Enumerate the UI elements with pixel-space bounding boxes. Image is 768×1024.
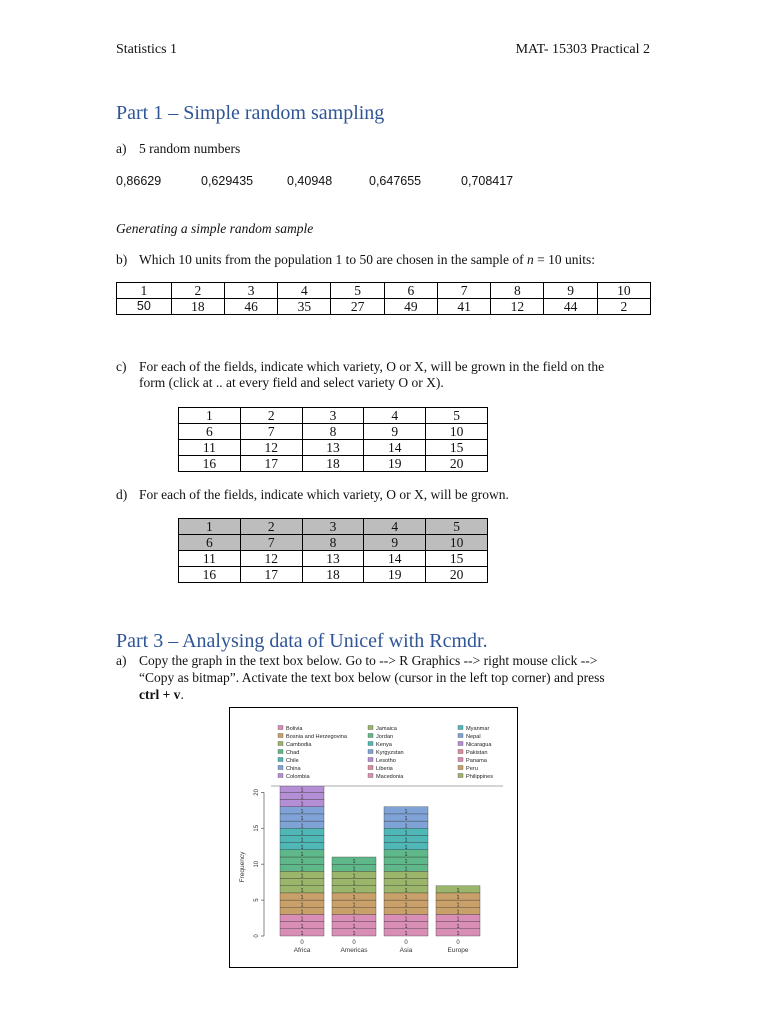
- field-cell[interactable]: 11: [179, 551, 241, 567]
- bar-bottom-label: 0: [456, 940, 460, 946]
- segment-count-label: 1: [404, 873, 408, 880]
- legend-label: Jamaica: [376, 726, 397, 732]
- field-cell[interactable]: 18: [302, 456, 364, 472]
- segment-count-label: 1: [352, 902, 356, 909]
- segment-count-label: 1: [300, 808, 304, 815]
- segment-count-label: 1: [300, 801, 304, 808]
- field-cell[interactable]: 1: [179, 408, 241, 424]
- header-left: Statistics 1: [116, 42, 178, 57]
- field-cell[interactable]: 5: [426, 519, 488, 535]
- fields-table-c: [178, 407, 488, 472]
- item-b-text-1: Which 10 units from the population 1 to 50 are chosen in the sample of: [139, 252, 528, 267]
- item-a-text: 5 random numbers: [139, 141, 241, 156]
- table-row: [179, 519, 488, 535]
- field-cell[interactable]: 12: [240, 440, 302, 456]
- table-cell: 8: [491, 283, 544, 299]
- part3-item-a-line3: [139, 687, 184, 703]
- sample-table: [116, 282, 651, 315]
- field-cell[interactable]: 1: [179, 519, 241, 535]
- table-cell: 3: [224, 283, 277, 299]
- segment-count-label: 1: [352, 880, 356, 887]
- random-number-3: 0,40948: [287, 174, 333, 188]
- segment-count-label: 1: [300, 787, 304, 794]
- segment-count-label: 1: [300, 823, 304, 830]
- legend-swatch: [458, 726, 463, 730]
- y-tick-label: 0: [254, 934, 260, 938]
- field-cell[interactable]: 7: [240, 424, 302, 440]
- segment-count-label: 1: [404, 887, 408, 894]
- legend-swatch: [368, 774, 373, 778]
- segment-count-label: 1: [404, 859, 408, 866]
- part3-item-a-line3-end: .: [180, 687, 184, 702]
- ctrl-v-shortcut: ctrl + v: [139, 687, 181, 702]
- segment-count-label: 1: [300, 816, 304, 823]
- bar-bottom-label: 0: [300, 940, 304, 946]
- segment-count-label: 1: [404, 866, 408, 873]
- table-cell[interactable]: 46: [224, 299, 277, 315]
- field-cell[interactable]: 14: [364, 551, 426, 567]
- segment-count-label: 1: [300, 909, 304, 916]
- field-cell[interactable]: 2: [240, 408, 302, 424]
- legend-label: Chile: [286, 758, 299, 764]
- table-cell[interactable]: 35: [278, 299, 331, 315]
- field-cell[interactable]: 19: [364, 456, 426, 472]
- segment-count-label: 1: [300, 794, 304, 801]
- segment-count-label: 1: [300, 837, 304, 844]
- item-c: [116, 359, 605, 375]
- legend-label: Pakistan: [466, 750, 488, 756]
- y-tick-label: 20: [254, 789, 260, 796]
- legend-swatch: [278, 774, 283, 778]
- table-cell[interactable]: 50: [117, 299, 172, 315]
- table-cell[interactable]: 18: [171, 299, 224, 315]
- table-cell[interactable]: 12: [491, 299, 544, 315]
- part3-title: Part 3 – Analysing data of Unicef with Rcmdr.: [116, 630, 488, 652]
- legend-swatch: [458, 750, 463, 754]
- legend-swatch: [278, 726, 283, 730]
- legend-label: Peru: [466, 766, 478, 772]
- legend-swatch: [368, 750, 373, 754]
- table-cell: 6: [384, 283, 437, 299]
- y-tick-label: 5: [254, 898, 260, 902]
- legend-swatch: [368, 742, 373, 746]
- table-cell: 4: [278, 283, 331, 299]
- segment-count-label: 1: [456, 887, 460, 894]
- segment-count-label: 1: [300, 887, 304, 894]
- table-cell: 1: [117, 283, 172, 299]
- item-c-label: c): [116, 359, 127, 374]
- segment-count-label: 1: [456, 916, 460, 923]
- item-d: [116, 487, 509, 503]
- segment-count-label: 1: [456, 923, 460, 930]
- segment-count-label: 1: [456, 909, 460, 916]
- field-cell[interactable]: 15: [426, 440, 488, 456]
- bar-bottom-label: 0: [352, 940, 356, 946]
- segment-count-label: 1: [404, 902, 408, 909]
- y-axis-title: Frequency: [239, 851, 246, 883]
- stacked-bar-chart: [230, 708, 517, 967]
- segment-count-label: 1: [352, 873, 356, 880]
- item-b-label: b): [116, 252, 128, 267]
- segment-count-label: 1: [300, 873, 304, 880]
- legend-label: Bosnia and Herzegovina: [286, 734, 347, 740]
- segment-count-label: 1: [404, 916, 408, 923]
- legend-label: Jordan: [376, 734, 394, 740]
- table-row: [179, 535, 488, 551]
- item-a: [116, 141, 241, 157]
- legend-label: Kenya: [376, 742, 392, 748]
- segment-count-label: 1: [300, 880, 304, 887]
- legend-label: Panama: [466, 758, 487, 764]
- segment-count-label: 1: [404, 895, 408, 902]
- legend-label: Chad: [286, 750, 300, 756]
- legend-swatch: [278, 766, 283, 770]
- segment-count-label: 1: [404, 823, 408, 830]
- segment-count-label: 1: [404, 816, 408, 823]
- segment-count-label: 1: [456, 931, 460, 937]
- field-cell[interactable]: 2: [240, 519, 302, 535]
- segment-count-label: 1: [300, 852, 304, 858]
- segment-count-label: 1: [300, 931, 304, 937]
- legend-label: Myanmar: [466, 726, 490, 732]
- fields-table-d: [178, 518, 488, 583]
- field-cell[interactable]: 9: [364, 535, 426, 551]
- field-cell[interactable]: 3: [302, 408, 364, 424]
- field-cell[interactable]: 5: [426, 408, 488, 424]
- field-cell[interactable]: 11: [179, 440, 241, 456]
- segment-count-label: 1: [352, 866, 356, 873]
- legend-label: Lesotho: [376, 758, 396, 764]
- field-cell[interactable]: 3: [302, 519, 364, 535]
- segment-count-label: 1: [300, 895, 304, 902]
- segment-count-label: 1: [352, 916, 356, 923]
- category-label: Africa: [293, 947, 311, 954]
- table-cell: 7: [437, 283, 490, 299]
- random-number-2: 0,629435: [201, 174, 254, 188]
- field-cell[interactable]: 4: [364, 519, 426, 535]
- segment-count-label: 1: [352, 895, 356, 902]
- legend-label: Bolivia: [286, 726, 303, 732]
- legend-label: Cambodia: [286, 742, 312, 748]
- table-row: [179, 440, 488, 456]
- item-c-line1: For each of the fields, indicate which variety, O or X, will be grown in the field on the: [139, 359, 605, 374]
- segment-count-label: 1: [352, 859, 356, 866]
- field-cell[interactable]: 13: [302, 440, 364, 456]
- sample-table-units-row: [117, 299, 651, 315]
- field-cell[interactable]: 17: [240, 456, 302, 472]
- segment-count-label: 1: [352, 931, 356, 937]
- segment-count-label: 1: [404, 844, 408, 851]
- table-row: [179, 456, 488, 472]
- segment-count-label: 1: [404, 808, 408, 815]
- table-cell[interactable]: 2: [597, 299, 650, 315]
- field-cell[interactable]: 12: [240, 551, 302, 567]
- segment-count-label: 1: [300, 830, 304, 837]
- field-cell[interactable]: 16: [179, 567, 241, 583]
- legend-swatch: [278, 750, 283, 754]
- legend-label: Liberia: [376, 766, 393, 772]
- segment-count-label: 1: [404, 830, 408, 837]
- item-b-var: n: [527, 252, 534, 267]
- table-row: [179, 424, 488, 440]
- legend-label: Kyrgyzstan: [376, 750, 404, 756]
- item-d-label: d): [116, 487, 128, 502]
- legend-label: Nicaragua: [466, 742, 492, 748]
- table-row: [179, 551, 488, 567]
- legend-swatch: [278, 742, 283, 746]
- part3-item-a-label: a): [116, 653, 127, 668]
- legend-swatch: [368, 726, 373, 730]
- item-b-text: [139, 252, 595, 268]
- item-d-text: For each of the fields, indicate which variety, O or X, will be grown.: [139, 487, 509, 502]
- category-label: Asia: [399, 947, 413, 954]
- item-c-line2: form (click at .. at every field and select variety O or X).: [139, 375, 444, 390]
- part3-item-a: [116, 653, 598, 669]
- random-number-4: 0,647655: [369, 174, 422, 188]
- category-label: Europe: [447, 947, 469, 954]
- field-cell[interactable]: 6: [179, 424, 241, 440]
- part1-title: Part 1 – Simple random sampling: [116, 102, 385, 124]
- table-cell: 5: [331, 283, 384, 299]
- segment-count-label: 1: [300, 859, 304, 866]
- legend-label: Macedonia: [376, 774, 404, 780]
- legend-label: China: [286, 766, 301, 772]
- legend-swatch: [458, 766, 463, 770]
- legend-swatch: [278, 734, 283, 738]
- item-b-text-2: = 10 units:: [533, 252, 596, 267]
- legend-swatch: [458, 758, 463, 762]
- field-cell[interactable]: 14: [364, 440, 426, 456]
- y-tick-label: 10: [254, 860, 260, 868]
- legend-swatch: [368, 734, 373, 738]
- bar-bottom-label: 0: [404, 940, 408, 946]
- segment-count-label: 1: [352, 909, 356, 916]
- table-cell: 10: [597, 283, 650, 299]
- segment-count-label: 1: [300, 866, 304, 873]
- chart-text-box[interactable]: [229, 707, 518, 968]
- table-row: [179, 408, 488, 424]
- field-cell[interactable]: 4: [364, 408, 426, 424]
- table-cell[interactable]: 49: [384, 299, 437, 315]
- table-cell[interactable]: 44: [544, 299, 597, 315]
- legend-swatch: [368, 758, 373, 762]
- segment-count-label: 1: [404, 880, 408, 887]
- segment-count-label: 1: [300, 916, 304, 923]
- field-cell[interactable]: 17: [240, 567, 302, 583]
- field-cell[interactable]: 6: [179, 535, 241, 551]
- legend-label: Colombia: [286, 774, 310, 780]
- random-number-1: 0,86629: [116, 174, 162, 188]
- item-b: [116, 252, 596, 268]
- legend-swatch: [278, 758, 283, 762]
- segment-count-label: 1: [404, 837, 408, 844]
- field-cell[interactable]: 9: [364, 424, 426, 440]
- field-cell[interactable]: 20: [426, 456, 488, 472]
- y-tick-label: 15: [254, 824, 260, 832]
- field-cell[interactable]: 20: [426, 567, 488, 583]
- segment-count-label: 1: [300, 923, 304, 930]
- segment-count-label: 1: [456, 902, 460, 909]
- segment-count-label: 1: [456, 895, 460, 902]
- sample-table-index-row: [117, 283, 651, 299]
- field-cell[interactable]: 13: [302, 551, 364, 567]
- segment-count-label: 1: [404, 852, 408, 858]
- field-cell[interactable]: 18: [302, 567, 364, 583]
- legend-swatch: [368, 766, 373, 770]
- segment-count-label: 1: [404, 931, 408, 937]
- random-number-5: 0,708417: [461, 174, 514, 188]
- segment-count-label: 1: [404, 923, 408, 930]
- segment-count-label: 1: [404, 909, 408, 916]
- table-cell[interactable]: 41: [437, 299, 490, 315]
- legend-swatch: [458, 734, 463, 738]
- table-cell[interactable]: 27: [331, 299, 384, 315]
- field-cell[interactable]: 16: [179, 456, 241, 472]
- field-cell[interactable]: 15: [426, 551, 488, 567]
- table-cell: 9: [544, 283, 597, 299]
- legend-swatch: [458, 742, 463, 746]
- segment-count-label: 1: [300, 902, 304, 909]
- field-cell[interactable]: 10: [426, 535, 488, 551]
- item-a-label: a): [116, 141, 127, 156]
- legend-label: Philippines: [466, 774, 494, 780]
- field-cell[interactable]: 19: [364, 567, 426, 583]
- segment-count-label: 1: [352, 887, 356, 894]
- legend-swatch: [458, 774, 463, 778]
- generating-heading: Generating a simple random sample: [116, 221, 314, 236]
- field-cell[interactable]: 8: [302, 424, 364, 440]
- table-row: [179, 567, 488, 583]
- segment-count-label: 1: [352, 923, 356, 930]
- table-cell: 2: [171, 283, 224, 299]
- part3-item-a-line1: Copy the graph in the text box below. Go to --> R Graphics --> right mouse click -->: [139, 653, 598, 668]
- field-cell[interactable]: 10: [426, 424, 488, 440]
- segment-count-label: 1: [300, 844, 304, 851]
- legend-label: Nepal: [466, 734, 481, 740]
- part3-item-a-line2: “Copy as bitmap”. Activate the text box below (cursor in the left top corner) and press: [139, 670, 605, 685]
- header-right: MAT- 15303 Practical 2: [515, 42, 650, 57]
- category-label: Americas: [340, 947, 368, 954]
- field-cell[interactable]: 8: [302, 535, 364, 551]
- field-cell[interactable]: 7: [240, 535, 302, 551]
